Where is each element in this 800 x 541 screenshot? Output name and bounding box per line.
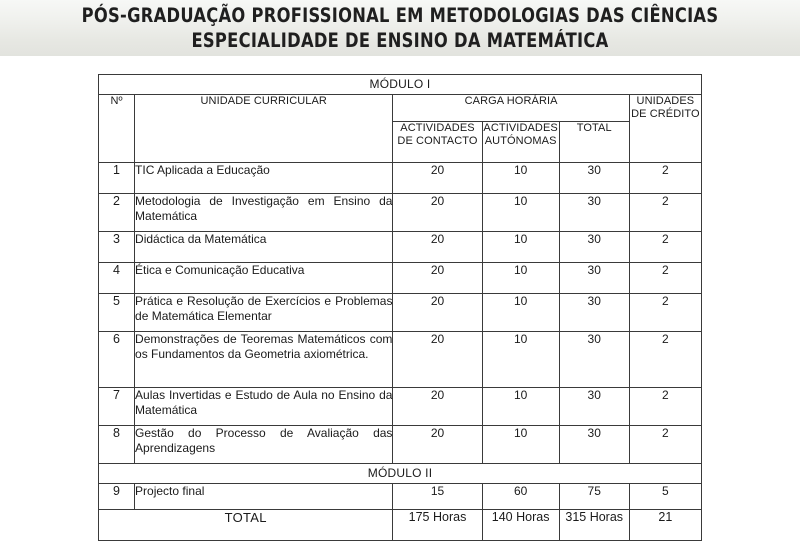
grand-total-creditos: 21 bbox=[629, 510, 701, 541]
row-unit-name: Prática e Resolução de Exercícios e Problemas de Matemática Elementar bbox=[135, 294, 393, 332]
row-actividades-autonomas: 10 bbox=[482, 163, 559, 194]
row-unidades-credito: 2 bbox=[629, 426, 701, 464]
title-banner bbox=[0, 0, 800, 56]
module-1-band-row bbox=[99, 75, 702, 95]
row-unit-name: Projecto final bbox=[135, 484, 393, 510]
header-unit: UNIDADE CURRICULAR bbox=[135, 95, 393, 163]
table-row bbox=[99, 232, 702, 263]
row-total-horas: 30 bbox=[559, 232, 629, 263]
row-unit-name: Didáctica da Matemática bbox=[135, 232, 393, 263]
module-2-label: MÓDULO II bbox=[99, 464, 702, 484]
row-actividades-autonomas: 10 bbox=[482, 263, 559, 294]
row-unidades-credito: 2 bbox=[629, 163, 701, 194]
row-number: 3 bbox=[99, 232, 135, 263]
row-actividades-autonomas: 10 bbox=[482, 232, 559, 263]
row-actividades-contacto: 20 bbox=[393, 232, 482, 263]
row-unit-name: Gestão do Processo de Avaliação das Aprendizagens bbox=[135, 426, 393, 464]
header-actividades-autonomas bbox=[482, 122, 559, 163]
row-unit-name: Aulas Invertidas e Estudo de Aula no Ensino da Matemática bbox=[135, 388, 393, 426]
row-actividades-contacto: 20 bbox=[393, 163, 482, 194]
row-total-horas: 30 bbox=[559, 163, 629, 194]
table-row bbox=[99, 484, 702, 510]
grand-total-horas: 315 Horas bbox=[559, 510, 629, 541]
row-unidades-credito: 2 bbox=[629, 232, 701, 263]
page-title-line-2: ESPECIALIDADE DE ENSINO DA MATEMÁTICA bbox=[191, 29, 609, 52]
row-actividades-contacto: 20 bbox=[393, 332, 482, 388]
row-unit-name: TIC Aplicada a Educação bbox=[135, 163, 393, 194]
row-actividades-autonomas: 60 bbox=[482, 484, 559, 510]
header-actividades-autonomas-line-2: AUTÓNOMAS bbox=[484, 135, 557, 147]
row-actividades-contacto: 15 bbox=[393, 484, 482, 510]
row-unidades-credito: 2 bbox=[629, 388, 701, 426]
row-total-horas: 30 bbox=[559, 332, 629, 388]
row-total-horas: 75 bbox=[559, 484, 629, 510]
row-number: 7 bbox=[99, 388, 135, 426]
row-actividades-autonomas: 10 bbox=[482, 388, 559, 426]
row-total-horas: 30 bbox=[559, 426, 629, 464]
grand-total-contacto: 175 Horas bbox=[393, 510, 482, 541]
table-row bbox=[99, 194, 702, 232]
table-row bbox=[99, 163, 702, 194]
header-carga-horaria: CARGA HORÁRIA bbox=[393, 95, 629, 122]
row-unidades-credito: 2 bbox=[629, 194, 701, 232]
table-row bbox=[99, 263, 702, 294]
header-actividades-contacto-line-1: ACTIVIDADES bbox=[400, 122, 475, 134]
table-row bbox=[99, 388, 702, 426]
header-total: TOTAL bbox=[559, 122, 629, 163]
row-unit-name: Demonstrações de Teoremas Matemáticos com os Fundamentos da Geometria axiométrica. bbox=[135, 332, 393, 388]
row-number: 9 bbox=[99, 484, 135, 510]
row-number: 5 bbox=[99, 294, 135, 332]
row-actividades-autonomas: 10 bbox=[482, 194, 559, 232]
table-row bbox=[99, 426, 702, 464]
table-row bbox=[99, 332, 702, 388]
row-unidades-credito: 2 bbox=[629, 294, 701, 332]
row-number: 2 bbox=[99, 194, 135, 232]
module-2-band-row bbox=[99, 464, 702, 484]
row-actividades-contacto: 20 bbox=[393, 194, 482, 232]
row-actividades-contacto: 20 bbox=[393, 388, 482, 426]
grand-total-label: TOTAL bbox=[99, 510, 393, 541]
curriculum-table bbox=[98, 74, 702, 541]
row-unidades-credito: 2 bbox=[629, 263, 701, 294]
row-unidades-credito: 5 bbox=[629, 484, 701, 510]
row-number: 6 bbox=[99, 332, 135, 388]
row-number: 8 bbox=[99, 426, 135, 464]
grand-total-row bbox=[99, 510, 702, 541]
header-num: Nº bbox=[99, 95, 135, 163]
row-total-horas: 30 bbox=[559, 294, 629, 332]
row-actividades-contacto: 20 bbox=[393, 426, 482, 464]
row-unit-name: Metodologia de Investigação em Ensino da Matemática bbox=[135, 194, 393, 232]
row-total-horas: 30 bbox=[559, 194, 629, 232]
header-unidades-credito-line-2: DE CRÉDITO bbox=[631, 108, 700, 120]
table-row bbox=[99, 294, 702, 332]
row-actividades-contacto: 20 bbox=[393, 294, 482, 332]
row-total-horas: 30 bbox=[559, 263, 629, 294]
module-1-label: MÓDULO I bbox=[99, 75, 702, 95]
header-actividades-autonomas-line-1: ACTIVIDADES bbox=[483, 122, 558, 134]
header-actividades-contacto-line-2: DE CONTACTO bbox=[397, 135, 478, 147]
header-unidades-credito bbox=[629, 95, 701, 163]
table-header-row-1 bbox=[99, 95, 702, 122]
row-actividades-autonomas: 10 bbox=[482, 426, 559, 464]
row-actividades-autonomas: 10 bbox=[482, 294, 559, 332]
header-actividades-contacto bbox=[393, 122, 482, 163]
row-actividades-contacto: 20 bbox=[393, 263, 482, 294]
header-unidades-credito-line-1: UNIDADES bbox=[636, 95, 695, 107]
page-title-line-1: PÓS-GRADUAÇÃO PROFISSIONAL EM METODOLOGIAS DAS CIÊNCIAS bbox=[81, 4, 719, 27]
row-unidades-credito: 2 bbox=[629, 332, 701, 388]
grand-total-autonomas: 140 Horas bbox=[482, 510, 559, 541]
row-total-horas: 30 bbox=[559, 388, 629, 426]
row-actividades-autonomas: 10 bbox=[482, 332, 559, 388]
row-unit-name: Ética e Comunicação Educativa bbox=[135, 263, 393, 294]
row-number: 1 bbox=[99, 163, 135, 194]
row-number: 4 bbox=[99, 263, 135, 294]
